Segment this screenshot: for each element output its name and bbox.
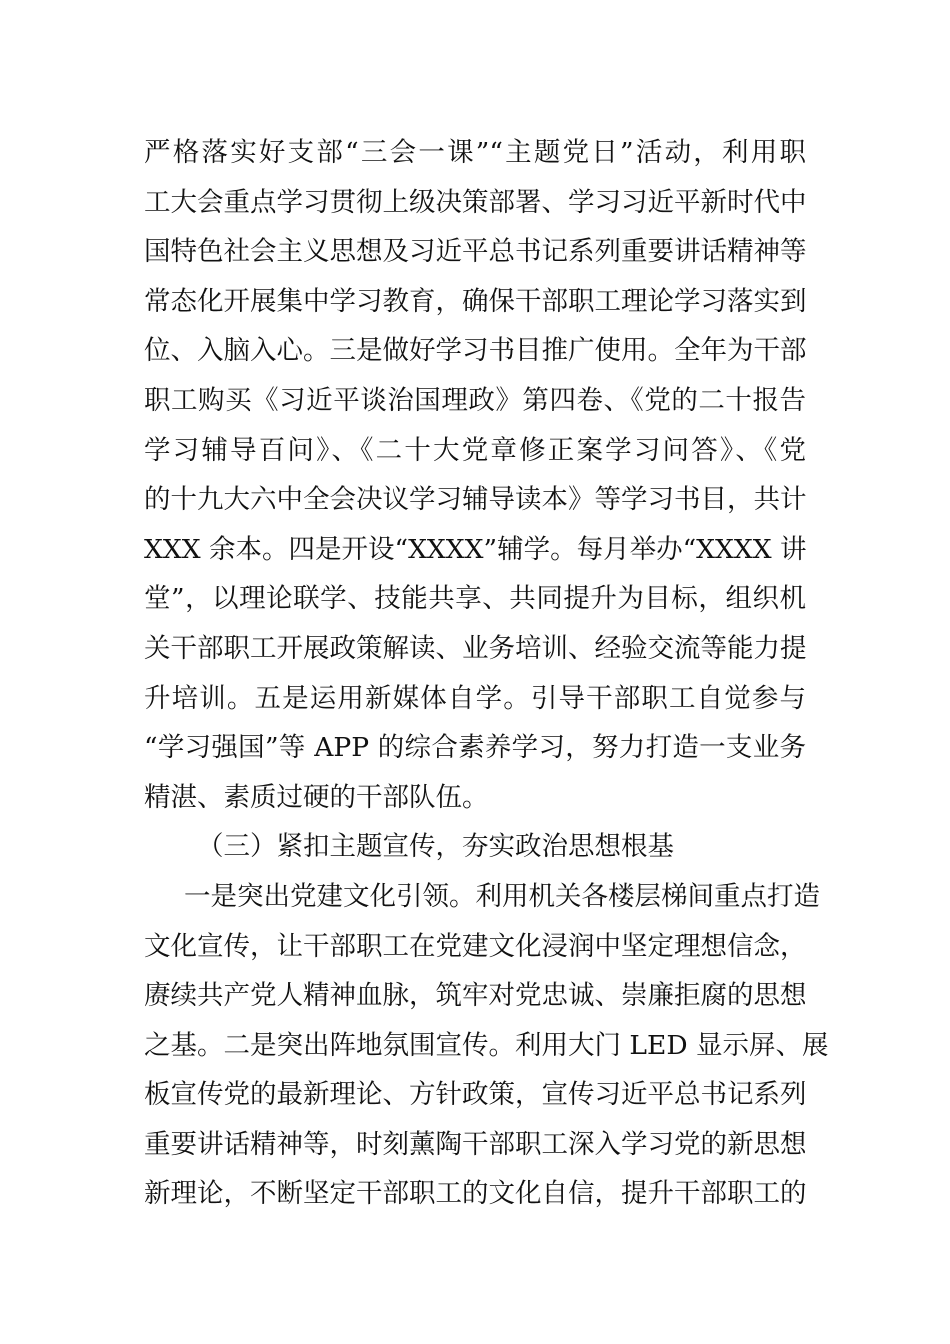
text-line: 职工购买《习近平谈治国理政》第四卷、《党的二十报告 <box>144 384 806 416</box>
text-line: 学习辅导百问》、《二十大党章修正案学习问答》、《党 <box>144 434 806 466</box>
text-line: 一是突出党建文化引领。利用机关各楼层梯间重点打造 <box>184 880 820 912</box>
document-body <box>144 128 829 1219</box>
text-line: 新理论，不断坚定干部职工的文化自信，提升干部职工的 <box>144 1178 807 1210</box>
text-line: 赓续共产党人精神血脉，筑牢对党忠诚、崇廉拒腐的思想 <box>144 980 807 1012</box>
text-line: “学习强国”等 APP 的综合素养学习，努力打造一支业务 <box>144 732 806 764</box>
section-heading: （三）紧扣主题宣传，夯实政治思想根基 <box>197 831 674 863</box>
text-line: 常态化开展集中学习教育，确保干部职工理论学习落实到 <box>144 285 807 317</box>
text-line: 工大会重点学习贯彻上级决策部署、学习习近平新时代中 <box>144 186 807 218</box>
text-line: 升培训。五是运用新媒体自学。引导干部职工自觉参与 <box>144 682 806 714</box>
text-line: 严格落实好支部“三会一课”“主题党日”活动，利用职 <box>144 137 806 168</box>
text-line: XXX 余本。四是开设“XXXX”辅学。每月举办“XXXX 讲 <box>144 533 807 565</box>
text-line: 位、入脑入心。三是做好学习书目推广使用。全年为干部 <box>144 335 807 367</box>
text-line: 国特色社会主义思想及习近平总书记系列重要讲话精神等 <box>144 236 807 268</box>
text-line: 的十九大六中全会决议学习辅导读本》等学习书目，共计 <box>144 484 807 516</box>
paragraph-theme-publicity <box>144 872 829 1219</box>
text-line: 文化宣传，让干部职工在党建文化浸润中坚定理想信念， <box>144 930 807 962</box>
text-line: 板宣传党的最新理论、方针政策，宣传习近平总书记系列 <box>144 1079 807 1111</box>
paragraph-study-activities <box>144 128 806 822</box>
text-line: 重要讲话精神等，时刻薰陶干部职工深入学习党的新思想 <box>144 1128 807 1160</box>
text-line: 关干部职工开展政策解读、业务培训、经验交流等能力提 <box>144 632 807 664</box>
text-line: 之基。二是突出阵地氛围宣传。利用大门 LED 显示屏、展 <box>144 1029 829 1061</box>
text-line: 堂”，以理论联学、技能共享、共同提升为目标，组织机 <box>144 583 806 615</box>
text-line: 精湛、素质过硬的干部队伍。 <box>144 781 489 813</box>
